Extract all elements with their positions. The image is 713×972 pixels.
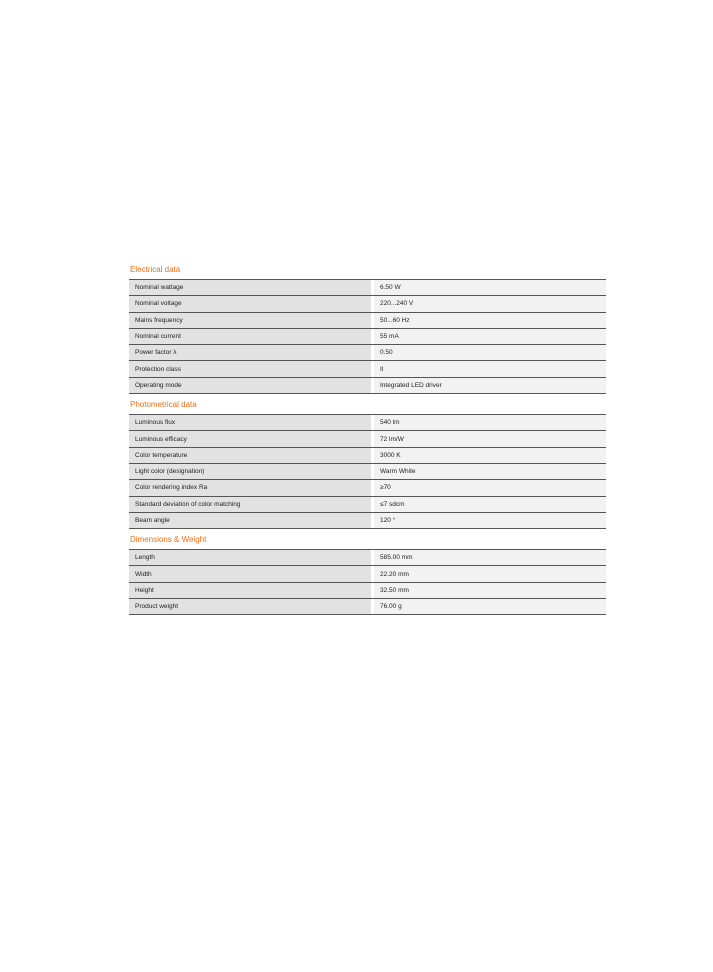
spec-table [129,414,606,529]
row-label: Width [129,566,371,582]
section-dimensions-weight [129,533,606,615]
spec-table [129,549,606,615]
row-value: 585.00 mm [374,550,606,566]
row-value: 22.20 mm [374,566,606,582]
row-label: Mains frequency [129,312,371,328]
table-row [129,480,606,496]
row-value: 6.50 W [374,280,606,296]
row-label: Luminous flux [129,415,371,431]
section-electrical-data [129,263,606,394]
row-value: 0.50 [374,345,606,361]
row-label: Nominal voltage [129,296,371,312]
table-row [129,599,606,615]
row-label: Product weight [129,599,371,615]
row-value: ≤7 sdcm [374,496,606,512]
table-row [129,361,606,377]
row-label: Light color (designation) [129,463,371,479]
table-row [129,328,606,344]
row-label: Power factor λ [129,345,371,361]
table-row [129,582,606,598]
row-label: Nominal wattage [129,280,371,296]
row-value: 3000 K [374,447,606,463]
table-row [129,550,606,566]
table-row [129,496,606,512]
table-row [129,280,606,296]
row-value: 32.50 mm [374,582,606,598]
table-row [129,431,606,447]
row-label: Color rendering index Ra [129,480,371,496]
row-value: 540 lm [374,415,606,431]
section-photometrical-data [129,398,606,529]
section-title: Photometrical data [130,400,197,410]
row-value: Integrated LED driver [374,377,606,393]
row-value: 120 ° [374,512,606,528]
table-row [129,566,606,582]
row-value: 72 lm/W [374,431,606,447]
table-row [129,312,606,328]
table-row [129,463,606,479]
row-value: II [374,361,606,377]
table-row [129,377,606,393]
table-row [129,512,606,528]
row-label: Length [129,550,371,566]
spec-sheet [129,263,606,615]
row-value: 220...240 V [374,296,606,312]
row-label: Luminous efficacy [129,431,371,447]
section-title: Electrical data [130,265,181,274]
table-row [129,415,606,431]
row-value: 50...60 Hz [374,312,606,328]
row-label: Operating mode [129,377,371,393]
row-label: Height [129,582,371,598]
section-title: Dimensions & Weight [130,535,207,545]
row-value: ≥70 [374,480,606,496]
row-label: Protection class [129,361,371,377]
spec-table [129,279,606,394]
table-row [129,447,606,463]
table-row [129,296,606,312]
row-label: Beam angle [129,512,371,528]
row-value: Warm White [374,463,606,479]
row-label: Standard deviation of color matching [129,496,371,512]
row-value: 76.00 g [374,599,606,615]
row-label: Color temperature [129,447,371,463]
table-row [129,345,606,361]
row-label: Nominal current [129,328,371,344]
row-value: 55 mA [374,328,606,344]
